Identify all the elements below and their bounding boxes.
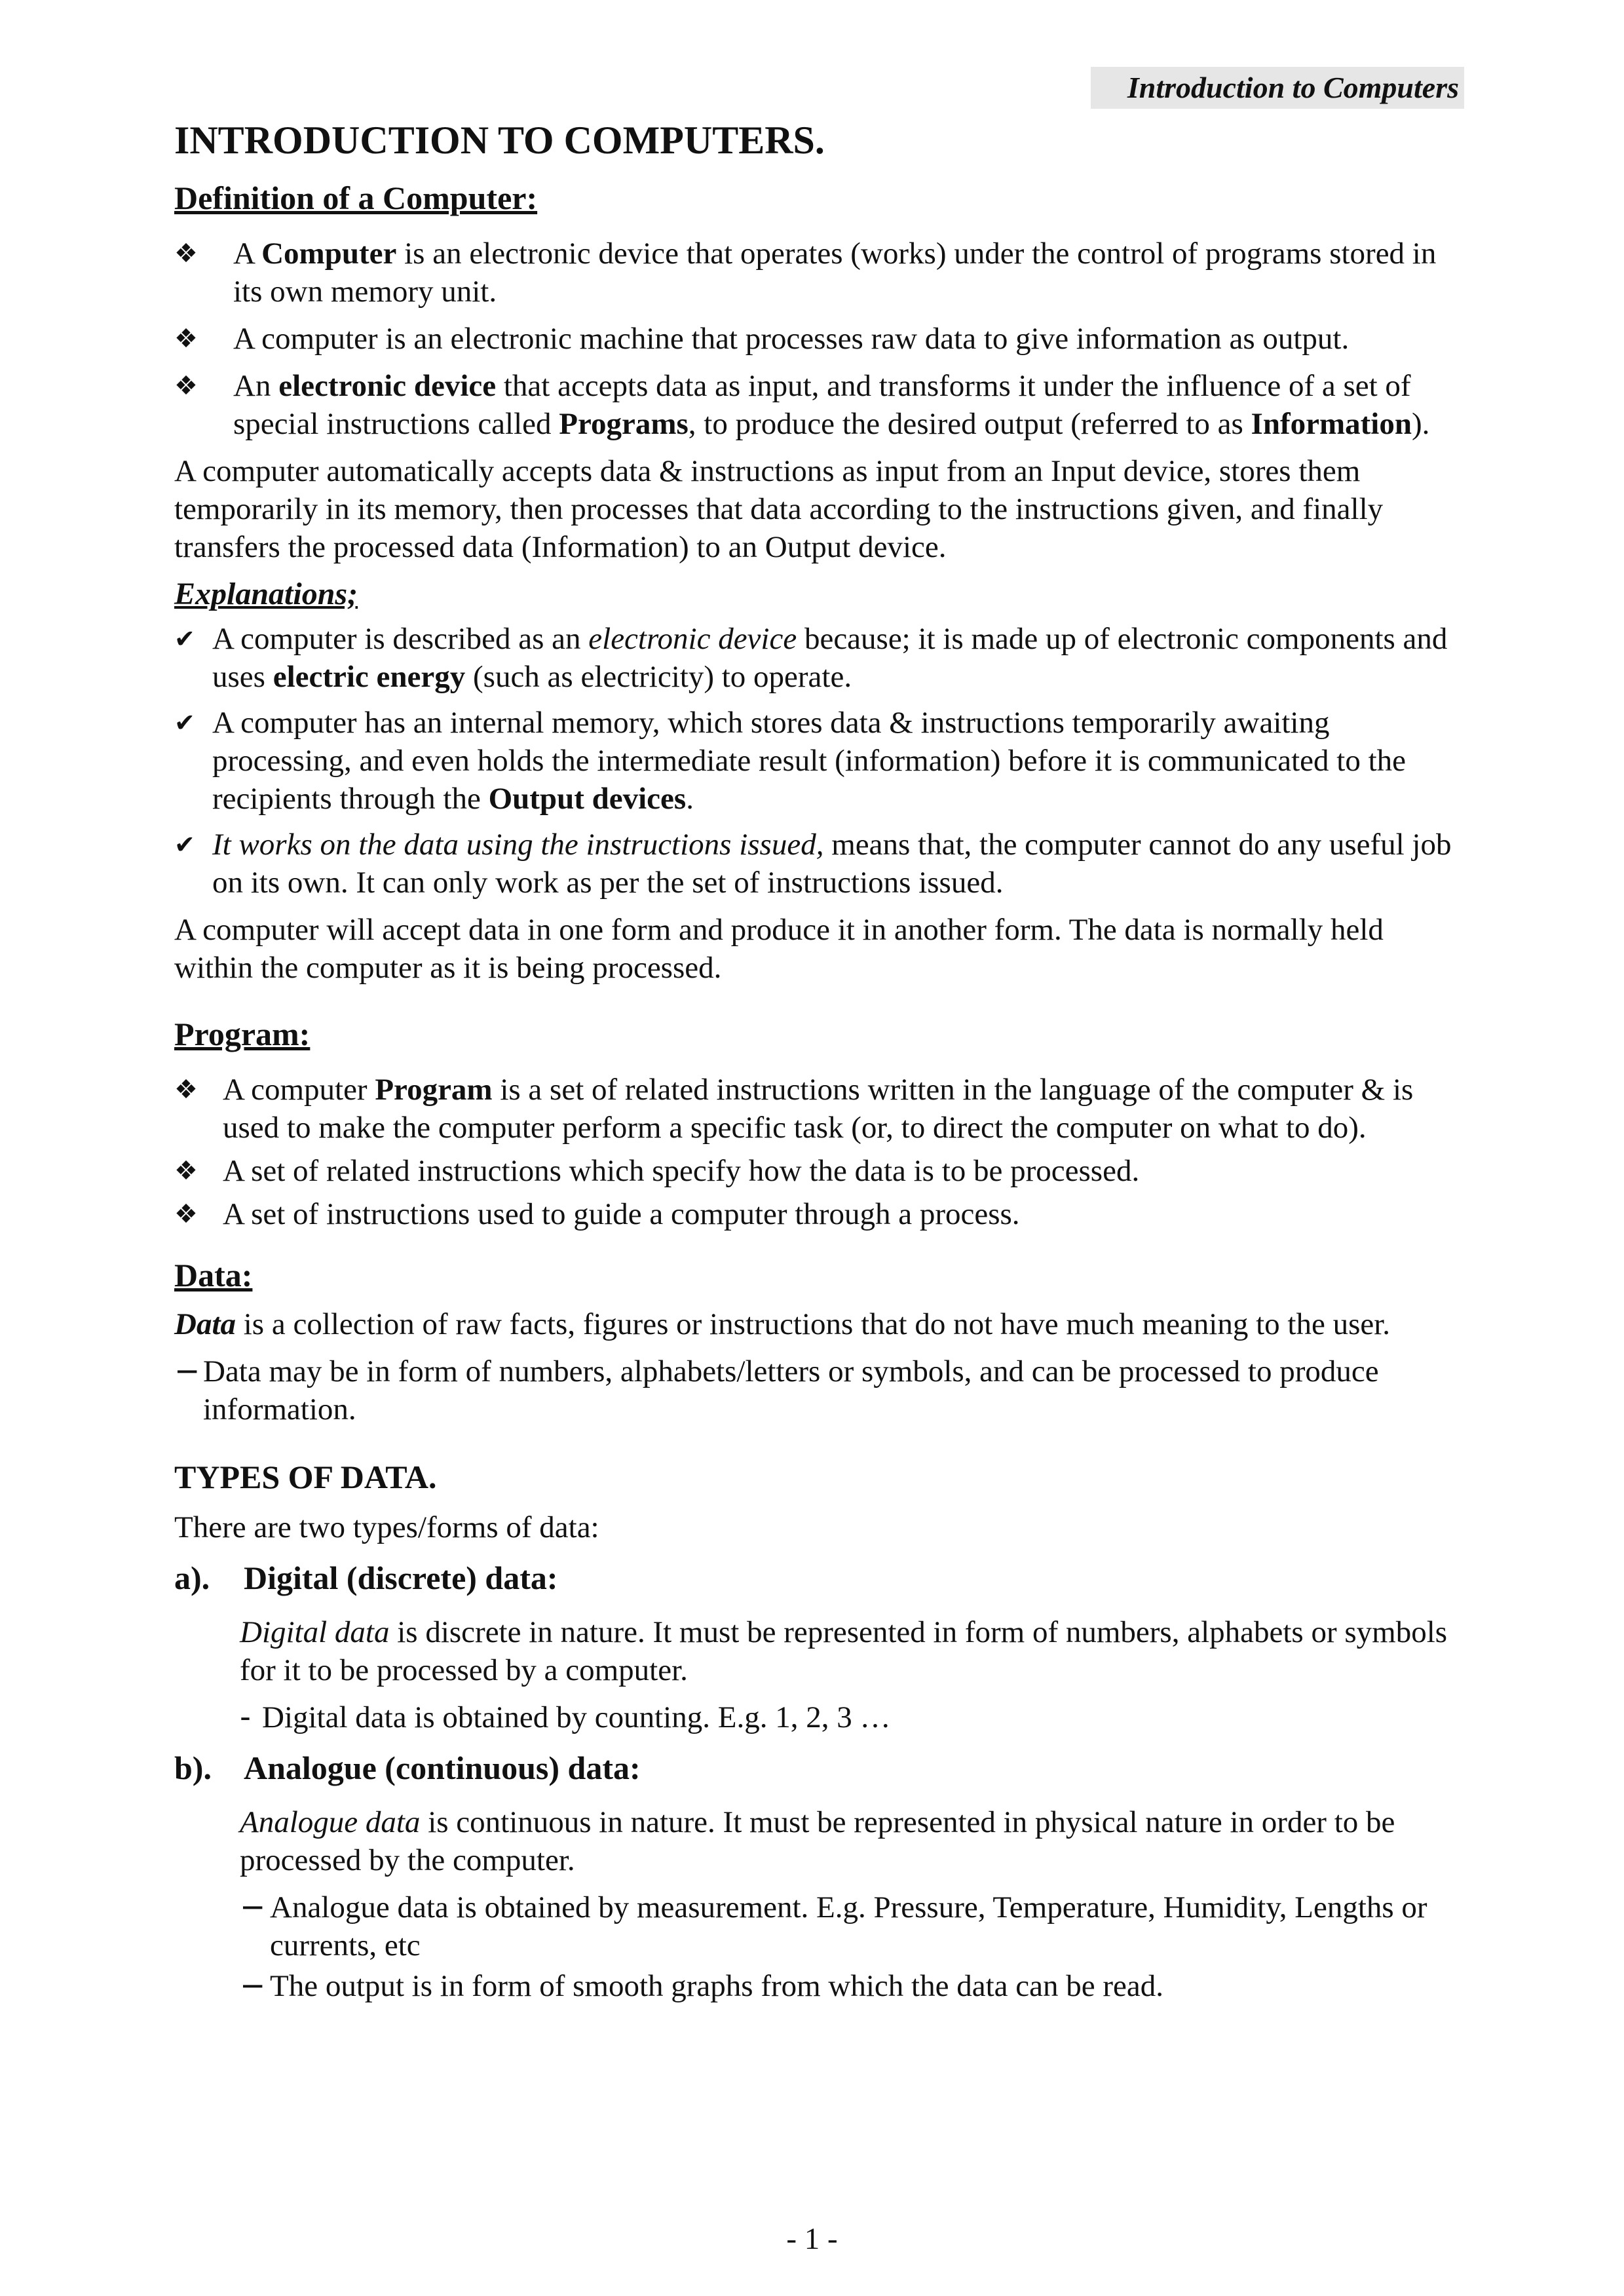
data-definition: Data is a collection of raw facts, figures or instructions that do not have much meaning to the user. [174,1307,1391,1341]
analogue-data-note: − The output is in form of smooth graphs from which the data can be read. [240,1968,1163,2004]
diamond-bullet-icon: ❖ [174,1075,198,1105]
definition-summary: A computer automatically accepts data & instructions as input from an Input device, stores them temporarily in its memory, then processes that data according to the instructions given, and finally transfers the processed data (Information) to an Output device. [174,454,1384,564]
list-item: ✔ A computer has an internal memory, which stores data & instructions temporarily awaiting processing, and even holds the intermediate result (information) before it is communicated to the recipients through the Output devices. [174,704,1465,818]
explanations-list [174,620,1465,902]
document-body [174,117,1465,2008]
diamond-bullet-icon: ❖ [174,1199,198,1229]
types-heading: TYPES OF DATA. [174,1459,437,1495]
digital-data-note: - Digital data is obtained by counting. E.g. 1, 2, 3 … [240,1699,891,1735]
definition-heading: Definition of a Computer: [174,180,538,216]
types-intro: There are two types/forms of data: [174,1510,599,1544]
check-bullet-icon: ✔ [174,624,195,653]
explanations-closing: A computer will accept data in one form and produce it in another form. The data is normally held within the computer as it is being processed. [174,913,1384,985]
analogue-data-note: − Analogue data is obtained by measurement. E.g. Pressure, Temperature, Humidity, Lengths or currents, etc [240,1889,1427,1962]
list-item: ❖ A computer Program is a set of related instructions written in the language of the computer & is used to make the computer perform a specific task (or, to direct the computer on what to do). [174,1071,1465,1147]
explanations-heading: Explanations; [174,577,358,611]
check-bullet-icon: ✔ [174,830,195,859]
analogue-data-heading: b). Analogue (continuous) data: [174,1750,641,1786]
program-list [174,1071,1465,1233]
program-heading: Program: [174,1016,311,1052]
digital-data-heading: a). Digital (discrete) data: [174,1559,558,1596]
page-title: INTRODUCTION TO COMPUTERS. [174,119,825,162]
diamond-bullet-icon: ❖ [174,239,198,269]
diamond-bullet-icon: ❖ [174,371,198,401]
definition-list [174,235,1465,443]
dash-bullet-icon: − [174,1353,200,1389]
dash-bullet-icon: − [240,1889,266,1925]
dash-bullet-icon: − [240,1968,266,2004]
list-item: ❖ A set of related instructions which specify how the data is to be processed. [174,1152,1465,1190]
analogue-data-description: Analogue data is continuous in nature. It must be represented in physical nature in order to be processed by the computer. [240,1805,1395,1877]
data-note: − Data may be in form of numbers, alphabets/letters or symbols, and can be processed to produce information. [174,1353,1379,1426]
list-item: ❖ A Computer is an electronic device that operates (works) under the control of programs stored in its own memory unit. [174,235,1465,311]
diamond-bullet-icon: ❖ [174,1156,198,1186]
analogue-data-body [174,1803,1465,2005]
running-header: Introduction to Computers [1091,67,1464,109]
diamond-bullet-icon: ❖ [174,324,198,354]
list-item: ✔ It works on the data using the instructions issued, means that, the computer cannot do any useful job on its own. It can only work as per the set of instructions issued. [174,826,1465,902]
list-item: ✔ A computer is described as an electronic device because; it is made up of electronic components and uses electric energy (such as electricity) to operate. [174,620,1465,696]
digital-data-description: Digital data is discrete in nature. It must be represented in form of numbers, alphabets or symbols for it to be processed by a computer. [240,1615,1448,1687]
list-item: ❖ A set of instructions used to guide a computer through a process. [174,1195,1465,1233]
list-item: ❖ A computer is an electronic machine that processes raw data to give information as output. [174,320,1465,358]
page-number: - 1 - [786,2222,838,2256]
digital-data-body [174,1613,1465,1736]
check-bullet-icon: ✔ [174,708,195,737]
list-item: ❖ An electronic device that accepts data as input, and transforms it under the influence of a set of special instructions called Programs, to produce the desired output (referred to as Information). [174,367,1465,443]
dash-bullet-icon: - [240,1699,251,1735]
data-heading: Data: [174,1257,253,1293]
